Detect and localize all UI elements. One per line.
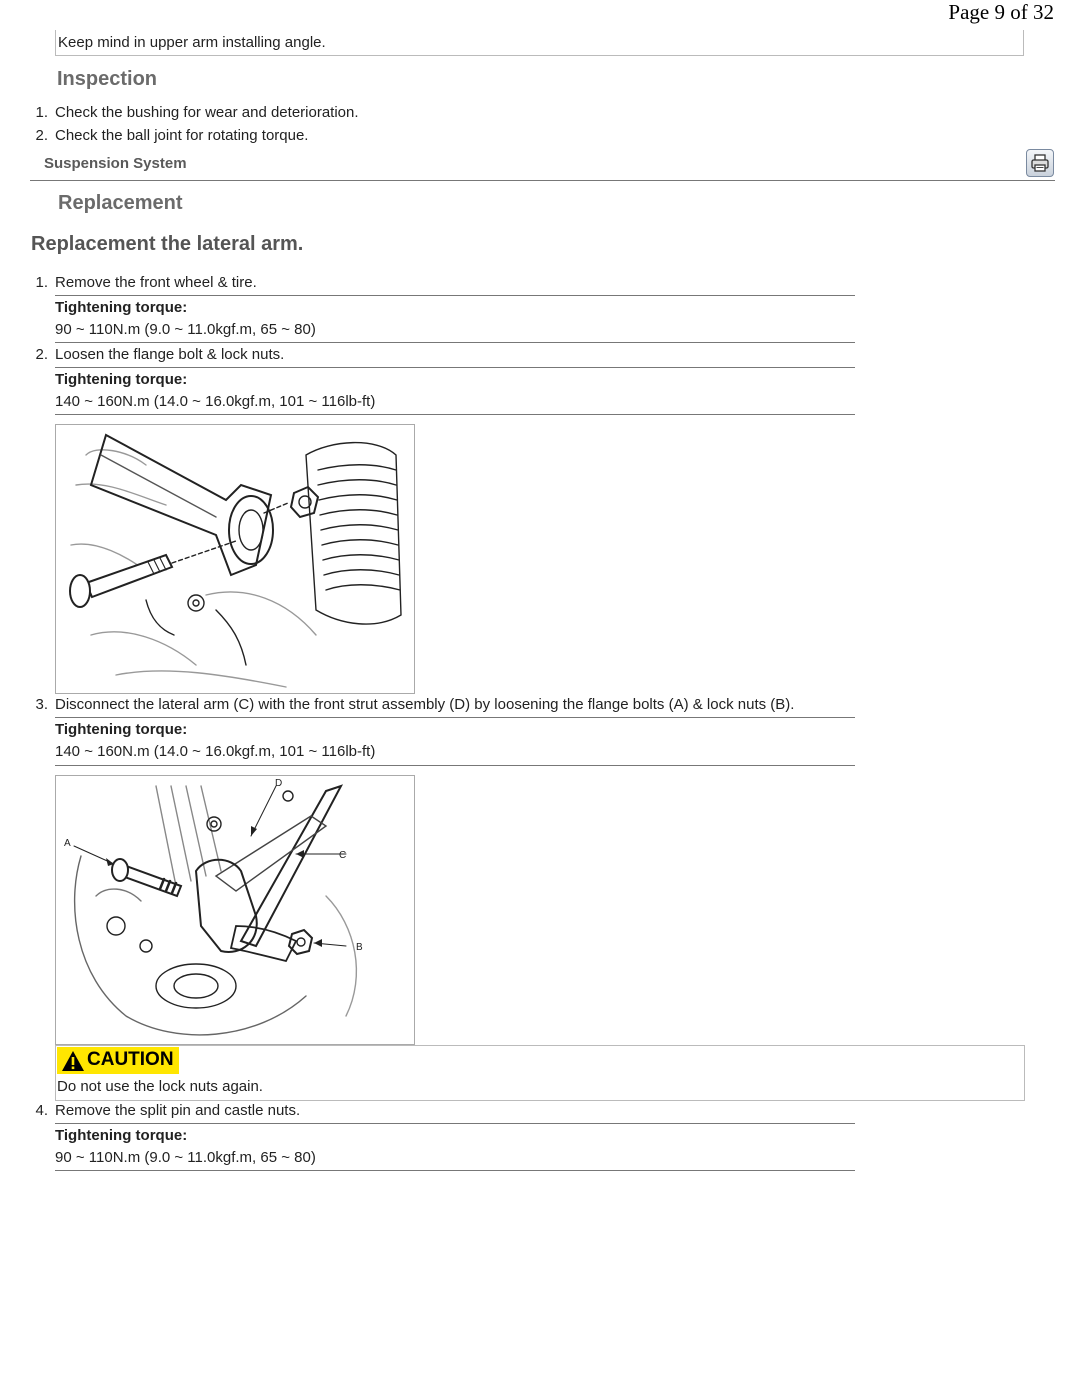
label-c: C [339, 850, 347, 861]
step-text: Disconnect the lateral arm (C) with the front strut assembly (D) by loosening the flange bolts (A) & lock nuts (B). [55, 696, 795, 713]
torque-divider [55, 367, 855, 368]
inspection-heading: Inspection [57, 68, 158, 90]
step-number: 3. [35, 696, 48, 713]
torque-value: 140 ~ 160N.m (14.0 ~ 16.0kgf.m, 101 ~ 116lb-ft) [55, 743, 376, 760]
torque-label-text: Tightening torque: [55, 371, 188, 388]
lateral-arm-drawing [56, 425, 414, 693]
torque-label-text: Tightening torque: [55, 721, 188, 738]
torque-label [55, 721, 187, 738]
inspection-item-text: Check the ball joint for rotating torque. [55, 127, 309, 144]
torque-value: 140 ~ 160N.m (14.0 ~ 16.0kgf.m, 101 ~ 116lb-ft) [55, 393, 376, 410]
installation-note-text: Keep mind in upper arm installing angle. [58, 34, 326, 51]
torque-divider [55, 414, 855, 415]
replacement-heading: Replacement [58, 192, 183, 214]
torque-divider [55, 717, 855, 718]
step-number: 1. [35, 274, 48, 291]
caution-badge [57, 1047, 179, 1074]
step-text: Loosen the flange bolt & lock nuts. [55, 346, 285, 363]
torque-value: 90 ~ 110N.m (9.0 ~ 11.0kgf.m, 65 ~ 80) [55, 1149, 316, 1166]
inspection-item-num: 2. [35, 127, 48, 144]
step-text: Remove the split pin and castle nuts. [55, 1102, 301, 1119]
warning-icon [60, 1049, 86, 1073]
print-button[interactable] [1026, 149, 1054, 177]
torque-label [55, 299, 187, 316]
inspection-item-text: Check the bushing for wear and deterioration. [55, 104, 359, 121]
torque-label-text: Tightening torque: [55, 1127, 188, 1144]
torque-divider [55, 295, 855, 296]
page-number: Page 9 of 32 [948, 0, 1054, 24]
replacement-subheading: Replacement the lateral arm. [31, 233, 304, 255]
label-d: D [275, 778, 283, 789]
torque-divider [55, 765, 855, 766]
caution-label: CAUTION [87, 1049, 174, 1070]
torque-label [55, 1127, 187, 1144]
inspection-item-num: 1. [35, 104, 48, 121]
torque-value: 90 ~ 110N.m (9.0 ~ 11.0kgf.m, 65 ~ 80) [55, 321, 316, 338]
printer-icon [1027, 150, 1053, 176]
torque-divider [55, 1123, 855, 1124]
strut-assembly-figure [55, 775, 415, 1045]
lateral-arm-figure [55, 424, 415, 694]
caution-text: Do not use the lock nuts again. [57, 1078, 263, 1095]
torque-label-text: Tightening torque: [55, 299, 188, 316]
section-title: Suspension System [44, 155, 187, 172]
step-number: 4. [35, 1102, 48, 1119]
section-divider [30, 180, 1055, 181]
step-text: Remove the front wheel & tire. [55, 274, 257, 291]
torque-label [55, 371, 187, 388]
strut-assembly-drawing [56, 776, 414, 1044]
installation-note [55, 30, 1024, 56]
step-number: 2. [35, 346, 48, 363]
torque-divider [55, 1170, 855, 1171]
label-a: A [64, 838, 71, 849]
torque-divider [55, 342, 855, 343]
label-b: B [356, 942, 363, 953]
